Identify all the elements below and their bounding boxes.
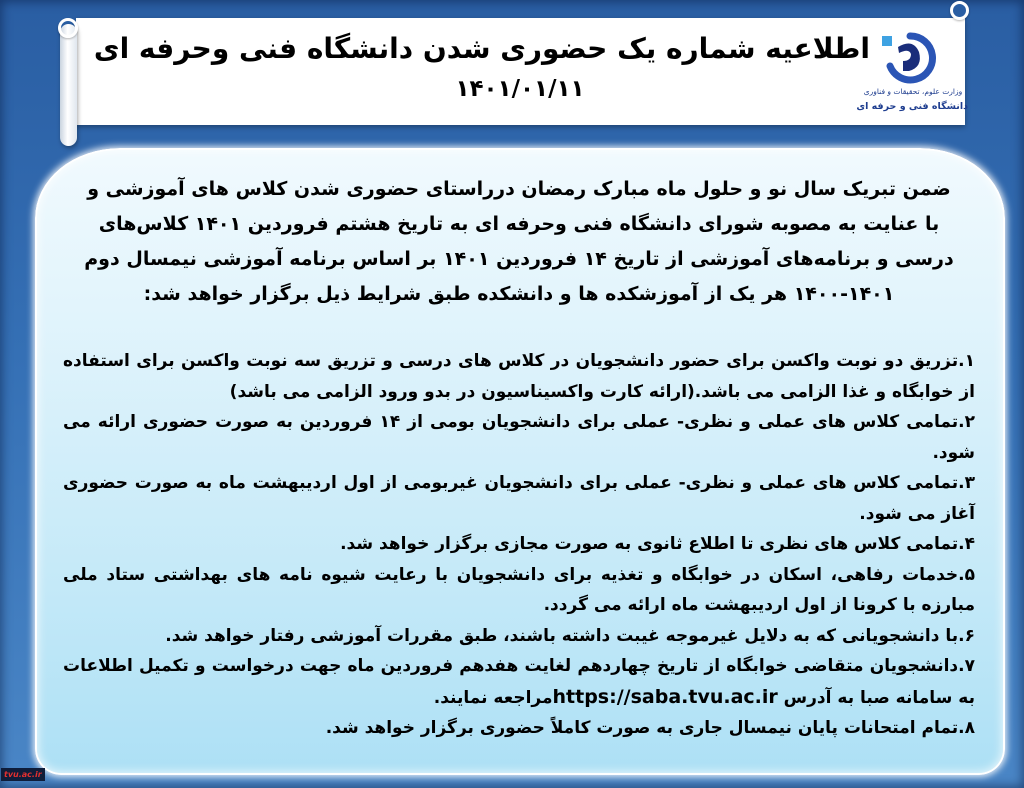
- intro-line-2: با عنایت به مصوبه شورای دانشگاه فنی وحرفه ای به تاریخ هشتم فروردین ۱۴۰۱ کلاس‌های: [98, 213, 940, 235]
- ministry-name-logo-text: وزارت علوم، تحقیقات و فناوری: [863, 87, 963, 96]
- university-logo-icon: [878, 30, 940, 84]
- announcement-date: ۱۴۰۱/۰۱/۱۱: [455, 76, 585, 102]
- rules-list: [63, 346, 975, 744]
- scroll-curl-decoration: [58, 18, 78, 38]
- intro-line-4: ۱۴۰۰-۱۴۰۱ هر یک از آموزشکده ها و دانشکده طبق شرایط ذیل برگزار خواهد شد:: [143, 283, 895, 305]
- rule-item-8: ۸.تمام امتحانات پایان نیمسال جاری به صورت کاملاً حضوری برگزار خواهد شد.: [325, 718, 975, 738]
- announcement-body-panel: [35, 148, 1005, 775]
- intro-line-1: ضمن تبریک سال نو و حلول ماه مبارک رمضان درراستای حضوری شدن کلاس های آموزشی و: [87, 178, 951, 200]
- announcement-title: اطلاعیه شماره یک حضوری شدن دانشگاه فنی وحرفه ای: [93, 32, 870, 65]
- rule-item-3: ۳.تمامی کلاس های عملی و نظری- عملی برای دانشجویان غیربومی از اول اردیبهشت ماه به صورت حضوری آغاز می شود.: [63, 473, 975, 524]
- rule-item-7-text: ۷.دانشجویان متقاضی خوابگاه از تاریخ چهاردهم لغایت هفدهم فروردین ماه جهت درخواست و تکمیل اطلاعات به سامانه صبا به آدرس: [63, 656, 975, 708]
- rule-item-1: ۱.تزریق دو نوبت واکسن برای حضور دانشجویان در کلاس های درسی و تزریق سه نوبت واکسن برای استفاده از خوابگاه و غذا الزامی می باشد.(ارائه کارت واکسیناسیون در بدو ورود الزامی می باشد): [63, 351, 975, 402]
- saba-portal-url: https://saba.tvu.ac.ir: [552, 685, 778, 708]
- rule-item-2: ۲.تمامی کلاس های عملی و نظری- عملی برای دانشجویان بومی از ۱۴ فروردین به صورت حضوری ارائه می شود.: [63, 412, 976, 463]
- intro-line-3: درسی و برنامه‌های آموزشی از تاریخ ۱۴ فروردین ۱۴۰۱ بر اساس برنامه آموزشی نیمسال دوم: [84, 248, 954, 270]
- rule-item-4: ۴.تمامی کلاس های نظری تا اطلاع ثانوی به صورت مجازی برگزار خواهد شد.: [340, 534, 975, 554]
- university-name-logo-text: دانشگاه فنی و حرفه ای: [856, 101, 968, 112]
- rule-item-6: ۶.با دانشجویانی که به دلایل غیرموجه غیبت داشته باشند، طبق مقررات آموزشی رفتار خواهد شد.: [165, 625, 975, 646]
- scroll-corner-curl-decoration: [950, 1, 969, 20]
- rule-item-7: [63, 651, 975, 713]
- scroll-roll-decoration: [60, 24, 77, 146]
- rule-item-7-text-end: مراجعه نمایند.: [433, 687, 553, 708]
- announcement-content: [63, 172, 975, 767]
- site-watermark: tvu.ac.ir: [1, 768, 45, 781]
- intro-paragraph: [63, 172, 975, 312]
- rule-item-5: ۵.خدمات رفاهی، اسکان در خوابگاه و تغذیه برای دانشجویان با رعایت شیوه نامه های بهداشتی ستاد ملی مبارزه با کرونا از اول اردیبهشت ماه ارائه می گردد.: [63, 564, 975, 615]
